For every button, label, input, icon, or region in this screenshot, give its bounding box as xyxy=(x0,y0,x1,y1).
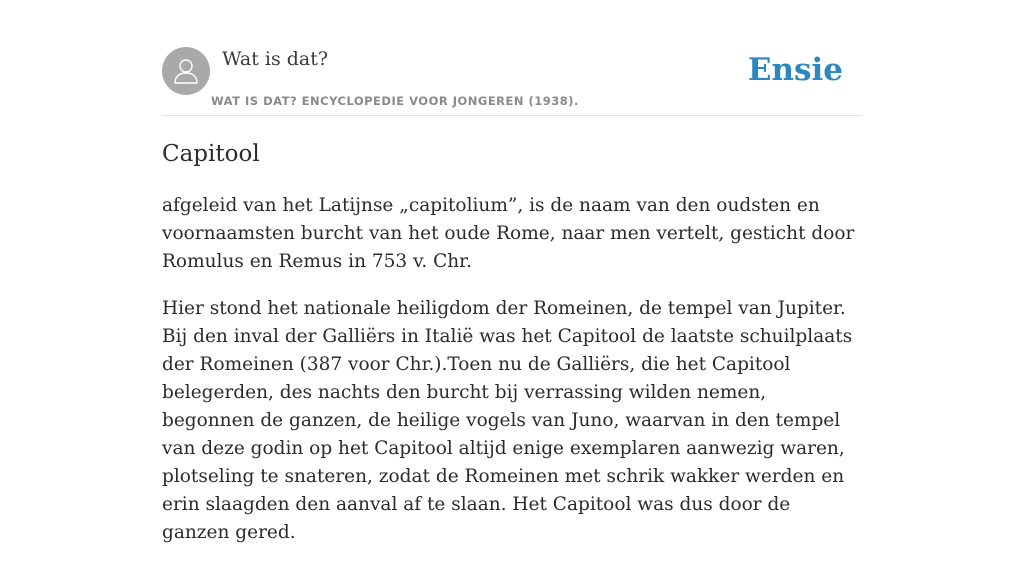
source-subtitle: WAT IS DAT? ENCYCLOPEDIE VOOR JONGEREN (1938). xyxy=(211,94,579,108)
ensie-logo[interactable]: Ensie xyxy=(747,52,843,88)
article-paragraph: afgeleid van het Latijnse „capitolium”, is de naam van den oudsten en voornaamsten burcht van het oude Rome, naar men vertelt, gesticht door Romulus en Remus in 753 v. Chr. xyxy=(162,195,855,272)
avatar[interactable] xyxy=(162,47,210,95)
article-body xyxy=(162,192,862,566)
article-paragraph: Hier stond het nationale heiligdom der Romeinen, de tempel van Jupiter. Bij den inval der Galliërs in Italië was het Capitool de laatste schuilplaats der Romeinen (387 voor Chr.).Toen nu de Galliërs, die het Capitool belegerden, des nachts den burcht bij verrassing wilden nemen, begonnen de ganzen, de heilige vogels van Juno, waarvan in den tempel van deze godin op het Capitool altijd enige exemplaren aanwezig waren, plotseling te snateren, zodat de Romeinen met schrik wakker werden en erin slaagden den aanval af te slaan. Het Capitool was dus door de ganzen gered. xyxy=(162,298,853,543)
article-title: Capitool xyxy=(162,141,260,167)
source-title[interactable]: Wat is dat? xyxy=(222,48,329,70)
source-header xyxy=(162,47,862,116)
user-icon xyxy=(171,56,201,86)
